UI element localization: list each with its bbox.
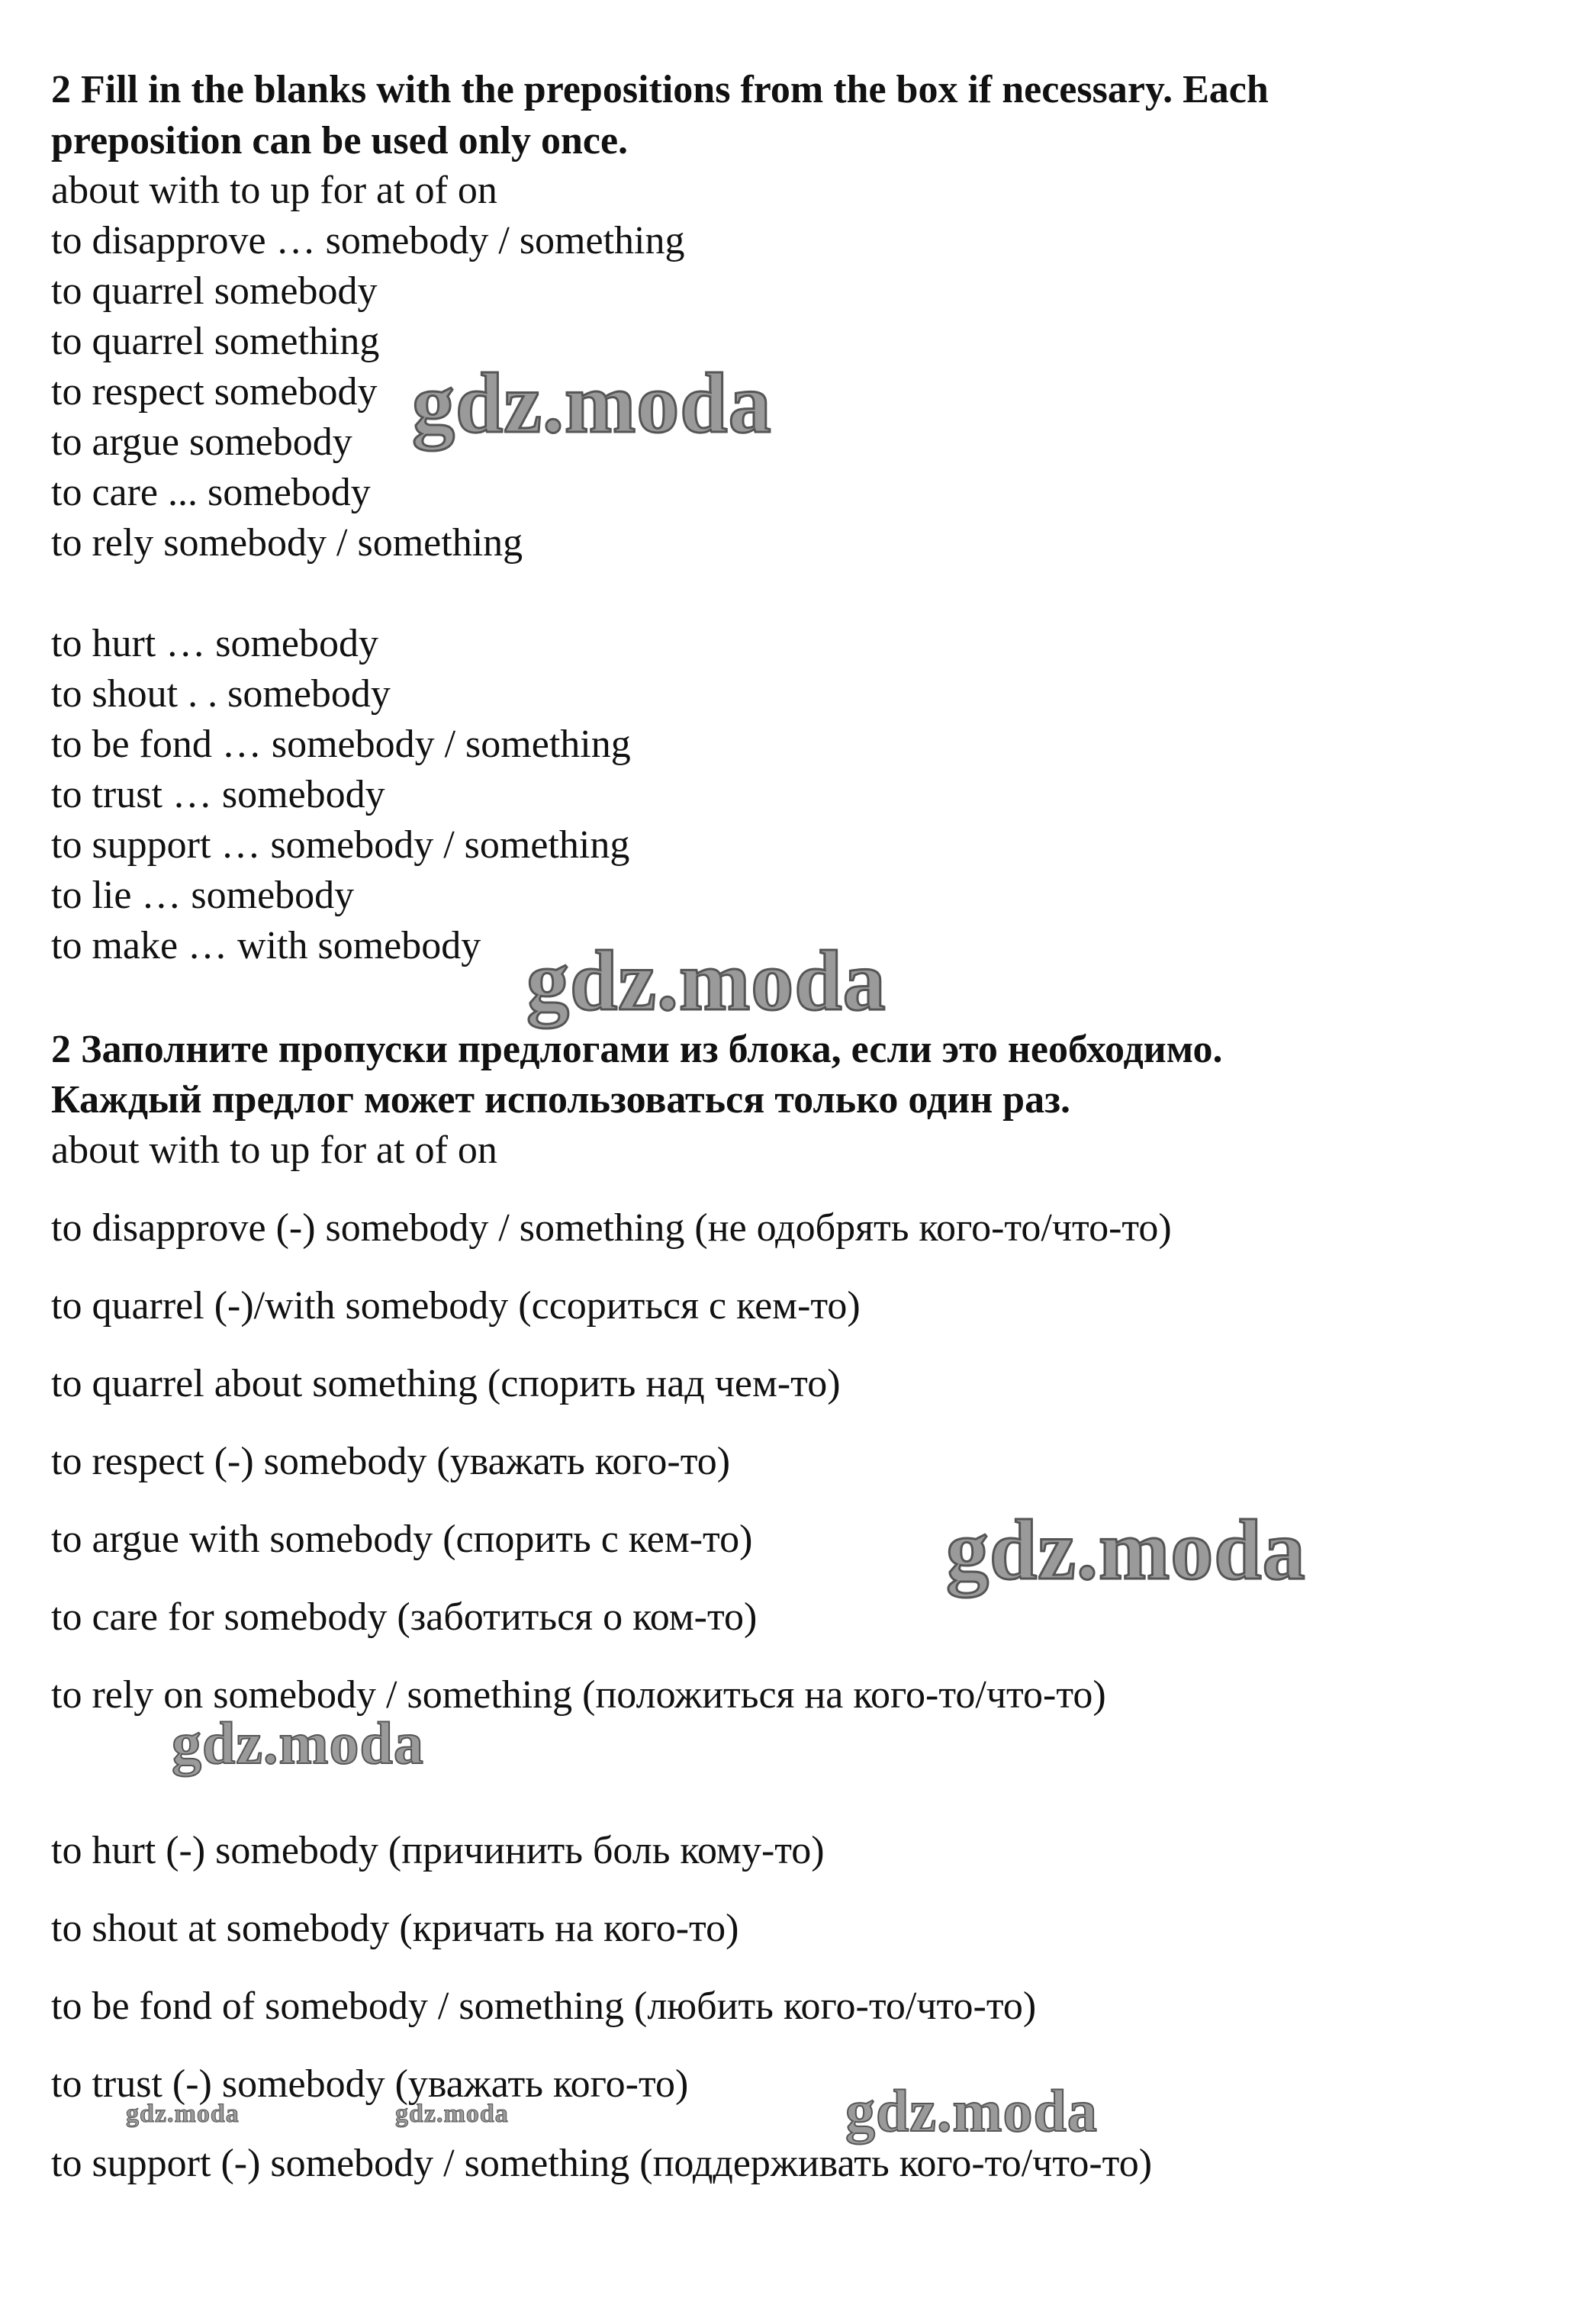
exercise-item: to care ... somebody xyxy=(51,471,371,514)
watermark: gdz.moda xyxy=(172,1710,424,1776)
exercise-item: to quarrel somebody xyxy=(51,269,378,313)
watermark: gdz.moda xyxy=(946,1503,1306,1598)
answer-item: to be fond of somebody / something (любить кого-то/что-то) xyxy=(51,1984,1037,2028)
answer-item: to hurt (-) somebody (причинить боль кому-то) xyxy=(51,1829,825,1872)
answer-item: to disapprove (-) somebody / something (не одобрять кого-то/что-то) xyxy=(51,1206,1172,1250)
exercise-item: to disapprove … somebody / something xyxy=(51,219,685,262)
answer-item: to rely on somebody / something (положиться на кого-то/что-то) xyxy=(51,1673,1106,1717)
watermark: gdz.moda xyxy=(126,2100,240,2128)
answer-item: to shout at somebody (кричать на кого-то) xyxy=(51,1907,739,1950)
exercise-item: to argue somebody xyxy=(51,420,352,464)
answer-item: to quarrel about something (спорить над чем-то) xyxy=(51,1362,841,1405)
exercise-item: to make … with somebody xyxy=(51,924,481,967)
answer-item: to support (-) somebody / something (поддерживать кого-то/что-то) xyxy=(51,2142,1153,2185)
answer-item: to trust (-) somebody (уважать кого-то) xyxy=(51,2062,689,2106)
answer-item: to quarrel (-)/with somebody (ссориться с кем-то) xyxy=(51,1284,861,1328)
watermark: gdz.moda xyxy=(412,356,772,451)
answer-heading-line-1: 2 Заполните пропуски предлогами из блока, если это необходимо. xyxy=(51,1028,1223,1071)
answer-item: to argue with somebody (спорить с кем-то) xyxy=(51,1518,753,1561)
exercise-item: to respect somebody xyxy=(51,370,378,414)
answer-preposition-box: about with to up for at of on xyxy=(51,1128,497,1172)
exercise-item: to quarrel something xyxy=(51,320,380,363)
answer-item: to respect (-) somebody (уважать кого-то) xyxy=(51,1440,731,1483)
watermark: gdz.moda xyxy=(845,2078,1098,2144)
watermark: gdz.moda xyxy=(395,2100,509,2128)
exercise-item: to support … somebody / something xyxy=(51,823,630,867)
exercise-heading-line-1: 2 Fill in the blanks with the prepositions from the box if necessary. Each xyxy=(51,68,1269,111)
watermark: gdz.moda xyxy=(526,934,887,1028)
exercise-item: to hurt … somebody xyxy=(51,622,378,665)
exercise-item: to trust … somebody xyxy=(51,773,385,816)
exercise-heading-line-2: preposition can be used only once. xyxy=(51,119,629,163)
exercise-item: to rely somebody / something xyxy=(51,521,523,565)
exercise-item: to be fond … somebody / something xyxy=(51,723,631,766)
exercise-item: to shout . . somebody xyxy=(51,672,391,716)
answer-item: to care for somebody (заботиться о ком-то) xyxy=(51,1595,758,1639)
answer-heading-line-2: Каждый предлог может использоваться только один раз. xyxy=(51,1078,1070,1122)
exercise-item: to lie … somebody xyxy=(51,874,355,917)
preposition-box: about with to up for at of on xyxy=(51,169,497,212)
